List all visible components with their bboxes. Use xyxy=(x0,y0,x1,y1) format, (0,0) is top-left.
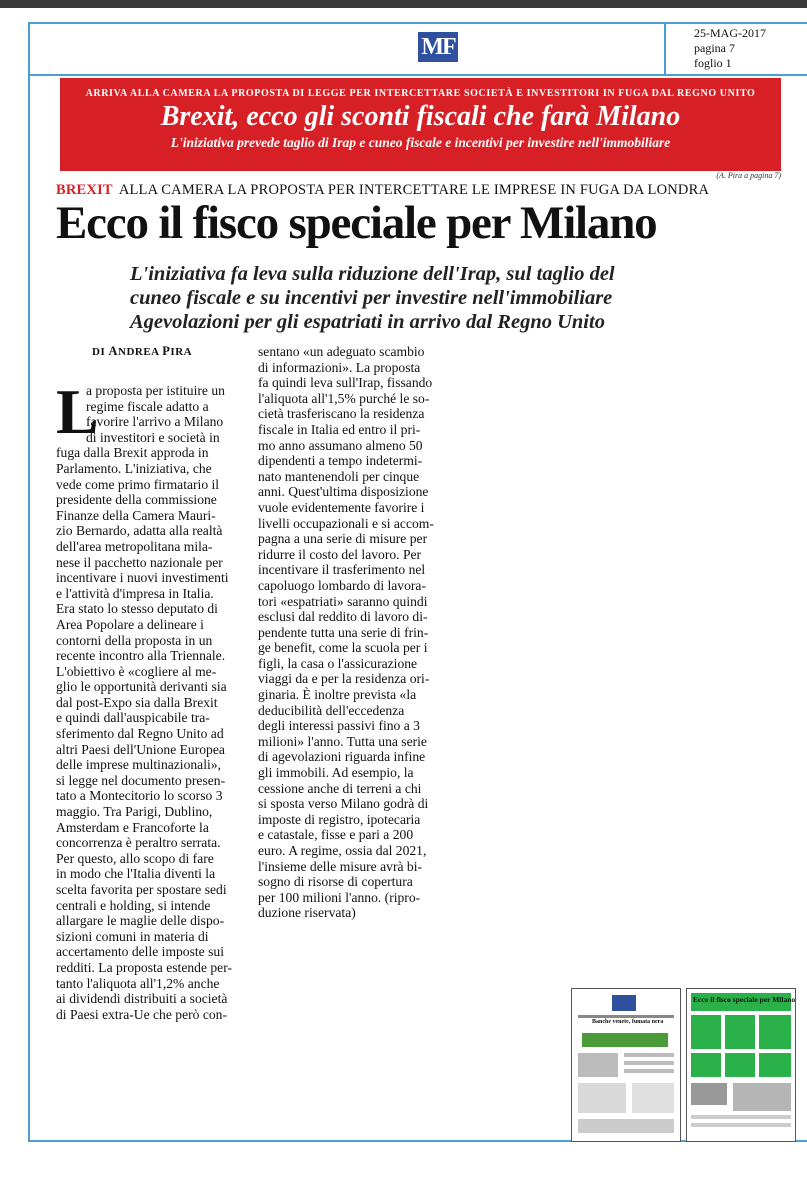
article-text-line: tanto l'aliquota all'1,2% anche xyxy=(56,975,220,991)
article-text-line: fiscale in Italia ed entro il pri- xyxy=(258,421,421,437)
article-text-line: figli, la casa o l'assicurazione xyxy=(258,655,418,671)
article-text-line: esclusi dal reddito di lavoro di- xyxy=(258,609,428,625)
article-text-line: zio Bernardo, adatta alla realtà xyxy=(56,523,223,539)
article-text-line: euro. A regime, ossia dal 2021, xyxy=(258,843,427,858)
article-text-line: redditi. La proposta estende per- xyxy=(56,959,233,975)
article-text-line: l'insieme delle misure avrà bi- xyxy=(258,858,423,874)
mf-logo: MF xyxy=(418,32,458,62)
article-text-line: regime fiscale adatto a xyxy=(86,398,209,414)
article-text-line: di investitori e società in xyxy=(86,429,220,445)
thumbnail-headline: Banche venete, fumata nera xyxy=(592,1019,664,1025)
article-text-line: per 100 milioni l'anno. (ripro- xyxy=(258,889,421,905)
article-column-2 xyxy=(258,344,444,921)
article-text-line: l'aliquota all'1,5% purché le so- xyxy=(258,390,430,406)
deck-line: Agevolazioni per gli espatriati in arrivo dal Regno Unito xyxy=(130,311,605,333)
article-column-1 xyxy=(56,376,242,1022)
article-text-line: tato a Montecitorio lo scorso 3 xyxy=(56,788,223,804)
article-text-line: capoluogo lombardo di lavora- xyxy=(258,577,426,593)
article-text-line: favorire l'arrivo a Milano xyxy=(86,414,224,430)
article-deck xyxy=(130,262,790,334)
article-text-line: milioni» l'anno. Tutta una serie xyxy=(258,733,427,749)
article-text-line: sferimento dal Regno Unito ad xyxy=(56,726,224,742)
article-text-line: livelli occupazionali e si accom- xyxy=(258,515,434,531)
clipping-date: 25-MAG-2017 xyxy=(694,26,766,40)
article-text-line: duzione riservata) xyxy=(258,905,356,921)
article-text-line: di Paesi extra-Ue che però con- xyxy=(56,1006,227,1022)
article-text-line: allargare le maglie delle dispo- xyxy=(56,913,225,929)
article-text-line: Amsterdam e Francoforte la xyxy=(56,819,209,835)
article-text-line: Parlamento. L'iniziativa, che xyxy=(56,460,212,476)
article-text-line: sentano «un adeguato scambio xyxy=(258,344,425,359)
deck-line: cuneo fiscale e su incentivi per investire nell'immobiliare xyxy=(130,287,613,309)
article-text-line: Era stato lo stesso deputato di xyxy=(56,601,218,617)
article-text-line: fuga dalla Brexit approda in xyxy=(56,445,209,461)
article-text-line: Per questo, allo scopo di fare xyxy=(56,850,214,866)
article-text-line: cessione anche di terreni a chi xyxy=(258,780,422,796)
article-text-line: pendente tutta una serie di frin- xyxy=(258,624,429,640)
article-text-line: anni. Quest'ultima disposizione xyxy=(258,484,429,500)
thumbnail-logo xyxy=(612,995,636,1011)
article-text-line: in modo che l'Italia diventi la xyxy=(56,866,216,882)
front-page-banner xyxy=(60,78,781,171)
article-text-line: gli immobili. Ad esempio, la xyxy=(258,765,414,781)
overline-tag: BREXIT xyxy=(56,182,113,198)
article-text-line: cietà trasferiscano la residenza xyxy=(258,406,425,422)
article-text-line: incentivare i nuovi investimenti xyxy=(56,570,229,586)
article-text-line: tori «espatriati» saranno quindi xyxy=(258,593,428,609)
clipping-meta xyxy=(664,22,807,76)
article-text-line: dell'area metropolitana mila- xyxy=(56,538,213,554)
article-text-line: a proposta per istituire un xyxy=(86,383,225,398)
article-text-line: maggio. Tra Parigi, Dublino, xyxy=(56,804,213,820)
banner-kicker: ARRIVA ALLA CAMERA LA PROPOSTA DI LEGGE PER INTERCETTARE SOCIETÀ E INVESTITORI IN FUGA DAL REGNO UNITO xyxy=(85,88,756,99)
banner-title: Brexit, ecco gli sconti fiscali che farà Milano xyxy=(160,101,681,132)
article-text-line: vuole evidentemente favorire i xyxy=(258,499,425,515)
article-text-line: e quindi dall'auspicabile tra- xyxy=(56,710,210,726)
page-thumbnail-2[interactable] xyxy=(686,988,796,1142)
clipping-page: pagina 7 xyxy=(694,41,735,55)
article-text-line: presidente della commissione xyxy=(56,492,217,508)
banner-reference: (A. Pira a pagina 7) xyxy=(716,171,781,180)
article-text-line: nese il pacchetto nazionale per xyxy=(56,554,223,570)
overline-text: ALLA CAMERA LA PROPOSTA PER INTERCETTARE LE IMPRESE IN FUGA DA LONDRA xyxy=(118,182,710,198)
article-text-line: imposte di registro, ipotecaria xyxy=(258,811,421,827)
banner-subtitle: L'iniziativa prevede taglio di Irap e cuneo fiscale e incentivi per investire nell'immobiliare xyxy=(170,135,671,150)
article-text-line: nato mantenendoli per cinque xyxy=(258,468,420,484)
article-text-line: di agevolazioni riguarda infine xyxy=(258,749,426,765)
thumbnail-green-box xyxy=(582,1033,668,1047)
article-text-line: e l'attività d'impresa in Italia. xyxy=(56,585,214,601)
article-text-line: delle imprese multinazionali», xyxy=(56,757,221,773)
article-text-line: sizioni comuni in materia di xyxy=(56,928,209,944)
article-text-line: di informazioni». La proposta xyxy=(258,359,421,375)
window-top-bar xyxy=(0,0,807,8)
article-text-line: ge benefit, come la scuola per i xyxy=(258,640,428,656)
article-text-line: si legge nel documento presen- xyxy=(56,772,226,788)
article-text-line: concorrenza è peraltro serrata. xyxy=(56,835,221,851)
article-text-line: degli interessi passivi fino a 3 xyxy=(258,718,420,734)
article-text-line: deducibilità dell'eccedenza xyxy=(258,702,405,718)
article-text-line: ginaria. È inoltre prevista «la xyxy=(258,687,417,703)
article-text-line: altri Paesi dell'Unione Europea xyxy=(56,741,225,757)
article-text-line: viaggi da e per la residenza ori- xyxy=(258,671,430,687)
article-text-line: sogno di risorse di copertura xyxy=(258,874,413,890)
article-text-line: vede come primo firmatario il xyxy=(56,476,220,492)
thumbnail-headline: Ecco il fisco speciale per Milano xyxy=(693,995,796,1004)
article-text-line: mo anno assumano almeno 50 xyxy=(258,437,423,453)
drop-cap: L xyxy=(56,376,99,447)
article-text-line: e catastale, fisse e pari a 200 xyxy=(258,827,414,843)
article-text-line: recente incontro alla Triennale. xyxy=(56,648,226,664)
article-text-line: incentivare il trasferimento nel xyxy=(258,562,426,578)
article-text-line: scelta favorita per spostare sedi xyxy=(56,882,227,897)
article-text-line: fa quindi leva sull'Irap, fissando xyxy=(258,375,433,391)
article-text-line: accertamento delle imposte sui xyxy=(56,944,224,960)
article-byline: DI ANDREA PIRA xyxy=(92,344,193,358)
article-text-line: dipendenti a tempo indetermi- xyxy=(258,453,423,469)
clipping-sheet: foglio 1 xyxy=(694,56,732,70)
page-thumbnail-1[interactable] xyxy=(571,988,681,1142)
article-text-line: Finanze della Camera Mauri- xyxy=(56,507,216,523)
deck-line: L'iniziativa fa leva sulla riduzione dell'Irap, sul taglio del xyxy=(130,263,615,285)
article-text-line: ridurre il costo del lavoro. Per xyxy=(258,546,422,562)
article-text-line: Area Popolare a delineare i xyxy=(56,616,204,632)
article-text-line: dal post-Expo sia dalla Brexit xyxy=(56,694,218,710)
article-text-line: centrali e holding, si intende xyxy=(56,897,211,913)
article-text-line: L'obiettivo è «cogliere al me- xyxy=(56,663,217,679)
article-text-line: ai dividendi distribuiti a società xyxy=(56,991,228,1007)
article-text-line: glio le opportunità derivanti sia xyxy=(56,679,227,695)
article-text-line: pagna a una serie di misure per xyxy=(258,531,428,547)
article-text-line: si sposta verso Milano godrà di xyxy=(258,796,429,812)
article-text-line: contorni della proposta in un xyxy=(56,632,213,648)
article-headline: Ecco il fisco speciale per Milano xyxy=(56,197,657,249)
